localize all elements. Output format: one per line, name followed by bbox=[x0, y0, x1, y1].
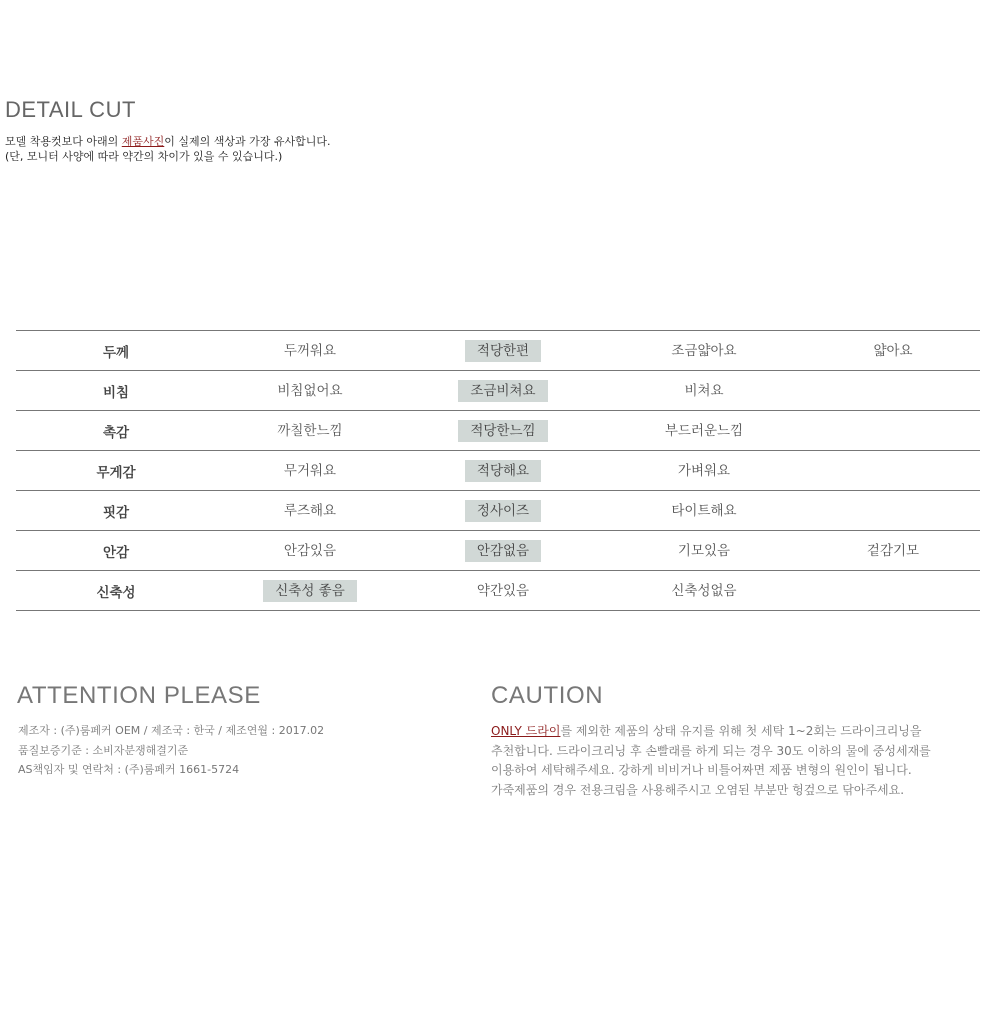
spec-row-label: 핏감 bbox=[16, 491, 216, 531]
spec-option: 얇아요 bbox=[873, 342, 913, 359]
spec-option: 조금얇아요 bbox=[671, 342, 737, 359]
spec-row bbox=[16, 491, 980, 531]
spec-option-cell bbox=[216, 571, 404, 611]
spec-option-cell bbox=[216, 331, 404, 371]
spec-option-cell bbox=[806, 331, 980, 371]
spec-option-cell bbox=[216, 411, 404, 451]
caution-title: CAUTION bbox=[491, 682, 604, 709]
spec-option-cell bbox=[806, 451, 980, 491]
spec-row-label: 안감 bbox=[16, 531, 216, 571]
spec-option-selected: 안감없음 bbox=[465, 540, 541, 562]
detail-description-line-1 bbox=[5, 134, 331, 149]
spec-row bbox=[16, 371, 980, 411]
spec-option: 기모있음 bbox=[677, 542, 731, 559]
as-contact: AS책임자 및 연락처 : (주)룸페커 1661-5724 bbox=[18, 763, 240, 776]
spec-option-cell bbox=[602, 491, 806, 531]
spec-option-cell bbox=[806, 531, 980, 571]
caution-text bbox=[491, 722, 961, 800]
spec-row bbox=[16, 331, 980, 371]
spec-option-cell bbox=[404, 331, 602, 371]
caution-line-3: 이용하여 세탁해주세요. 강하게 비비거나 비틀어짜면 제품 변형의 원인이 됩니다. bbox=[491, 763, 912, 777]
spec-option-cell bbox=[404, 531, 602, 571]
spec-row-label: 비침 bbox=[16, 371, 216, 411]
spec-option-cell bbox=[602, 371, 806, 411]
spec-option-selected: 신축성 좋음 bbox=[263, 580, 357, 602]
spec-option-selected: 적당한편 bbox=[465, 340, 541, 362]
spec-option: 겉감기모 bbox=[866, 542, 920, 559]
quality-standard: 품질보증기준 : 소비자분쟁해결기준 bbox=[18, 743, 189, 757]
detail-description bbox=[5, 134, 331, 164]
spec-option-cell bbox=[216, 451, 404, 491]
spec-row bbox=[16, 411, 980, 451]
attention-info bbox=[18, 721, 324, 780]
spec-option: 가벼워요 bbox=[677, 462, 731, 479]
detail-cut-title: DETAIL CUT bbox=[5, 97, 136, 122]
spec-option-cell bbox=[404, 491, 602, 531]
caution-line-1 bbox=[491, 722, 961, 742]
spec-option-cell bbox=[602, 331, 806, 371]
spec-option: 부드러운느낌 bbox=[664, 422, 744, 439]
spec-option-cell bbox=[602, 531, 806, 571]
spec-option: 약간있음 bbox=[476, 582, 530, 599]
spec-option-cell bbox=[404, 411, 602, 451]
spec-row bbox=[16, 571, 980, 611]
manufacturer-info: 제조자 : (주)룸페커 OEM / 제조국 : 한국 / 제조연월 : 2017.02 bbox=[18, 724, 325, 737]
spec-option-cell bbox=[806, 411, 980, 451]
spec-row bbox=[16, 531, 980, 571]
spec-option-cell bbox=[404, 451, 602, 491]
detail-line1-before: 모델 착용컷보다 아래의 bbox=[5, 135, 122, 148]
spec-row-label: 촉감 bbox=[16, 411, 216, 451]
spec-option: 까칠한느낌 bbox=[277, 422, 343, 439]
product-photo-link[interactable]: 제품사진 bbox=[121, 135, 165, 148]
spec-option-cell bbox=[806, 371, 980, 411]
spec-option: 비쳐요 bbox=[684, 382, 724, 399]
spec-option-cell bbox=[602, 411, 806, 451]
spec-option-cell bbox=[806, 571, 980, 611]
spec-option: 루즈해요 bbox=[283, 502, 337, 519]
attention-title: ATTENTION PLEASE bbox=[17, 682, 261, 709]
spec-option: 비침없어요 bbox=[277, 382, 343, 399]
detail-description-line-2: (단, 모니터 사양에 따라 약간의 차이가 있을 수 있습니다.) bbox=[5, 150, 283, 163]
spec-option: 안감있음 bbox=[283, 542, 337, 559]
spec-option-cell bbox=[216, 531, 404, 571]
spec-option: 두꺼워요 bbox=[283, 342, 337, 359]
spec-option-cell bbox=[602, 571, 806, 611]
spec-option-cell bbox=[216, 491, 404, 531]
caution-line-2: 추천합니다. 드라이크리닝 후 손빨래를 하게 되는 경우 30도 이하의 물에 중성세재를 bbox=[491, 743, 931, 758]
spec-option-selected: 조금비쳐요 bbox=[458, 380, 547, 402]
spec-option: 무거워요 bbox=[283, 462, 337, 479]
spec-row-label: 신축성 bbox=[16, 571, 216, 611]
spec-option-selected: 적당한느낌 bbox=[458, 420, 547, 442]
spec-row bbox=[16, 451, 980, 491]
caution-line-1-rest: 를 제외한 제품의 상태 유지를 위해 첫 세탁 1~2회는 드라이크리닝을 bbox=[560, 724, 922, 738]
spec-option-cell bbox=[216, 371, 404, 411]
spec-option-cell bbox=[806, 491, 980, 531]
spec-option-selected: 적당해요 bbox=[465, 460, 541, 482]
detail-line1-after: 이 실제의 색상과 가장 유사합니다. bbox=[164, 135, 331, 148]
spec-row-label: 두께 bbox=[16, 331, 216, 371]
spec-option-selected: 정사이즈 bbox=[465, 500, 541, 522]
product-spec-table bbox=[16, 330, 980, 611]
spec-option-cell bbox=[404, 571, 602, 611]
spec-option-cell bbox=[404, 371, 602, 411]
caution-line-4: 가죽제품의 경우 전용크림을 사용해주시고 오염된 부분만 헝겊으로 닦아주세요. bbox=[491, 782, 905, 797]
spec-option: 신축성없음 bbox=[671, 582, 737, 599]
spec-option: 타이트해요 bbox=[671, 502, 737, 519]
spec-option-cell bbox=[602, 451, 806, 491]
spec-row-label: 무게감 bbox=[16, 451, 216, 491]
only-dry-highlight: ONLY 드라이 bbox=[491, 724, 561, 738]
